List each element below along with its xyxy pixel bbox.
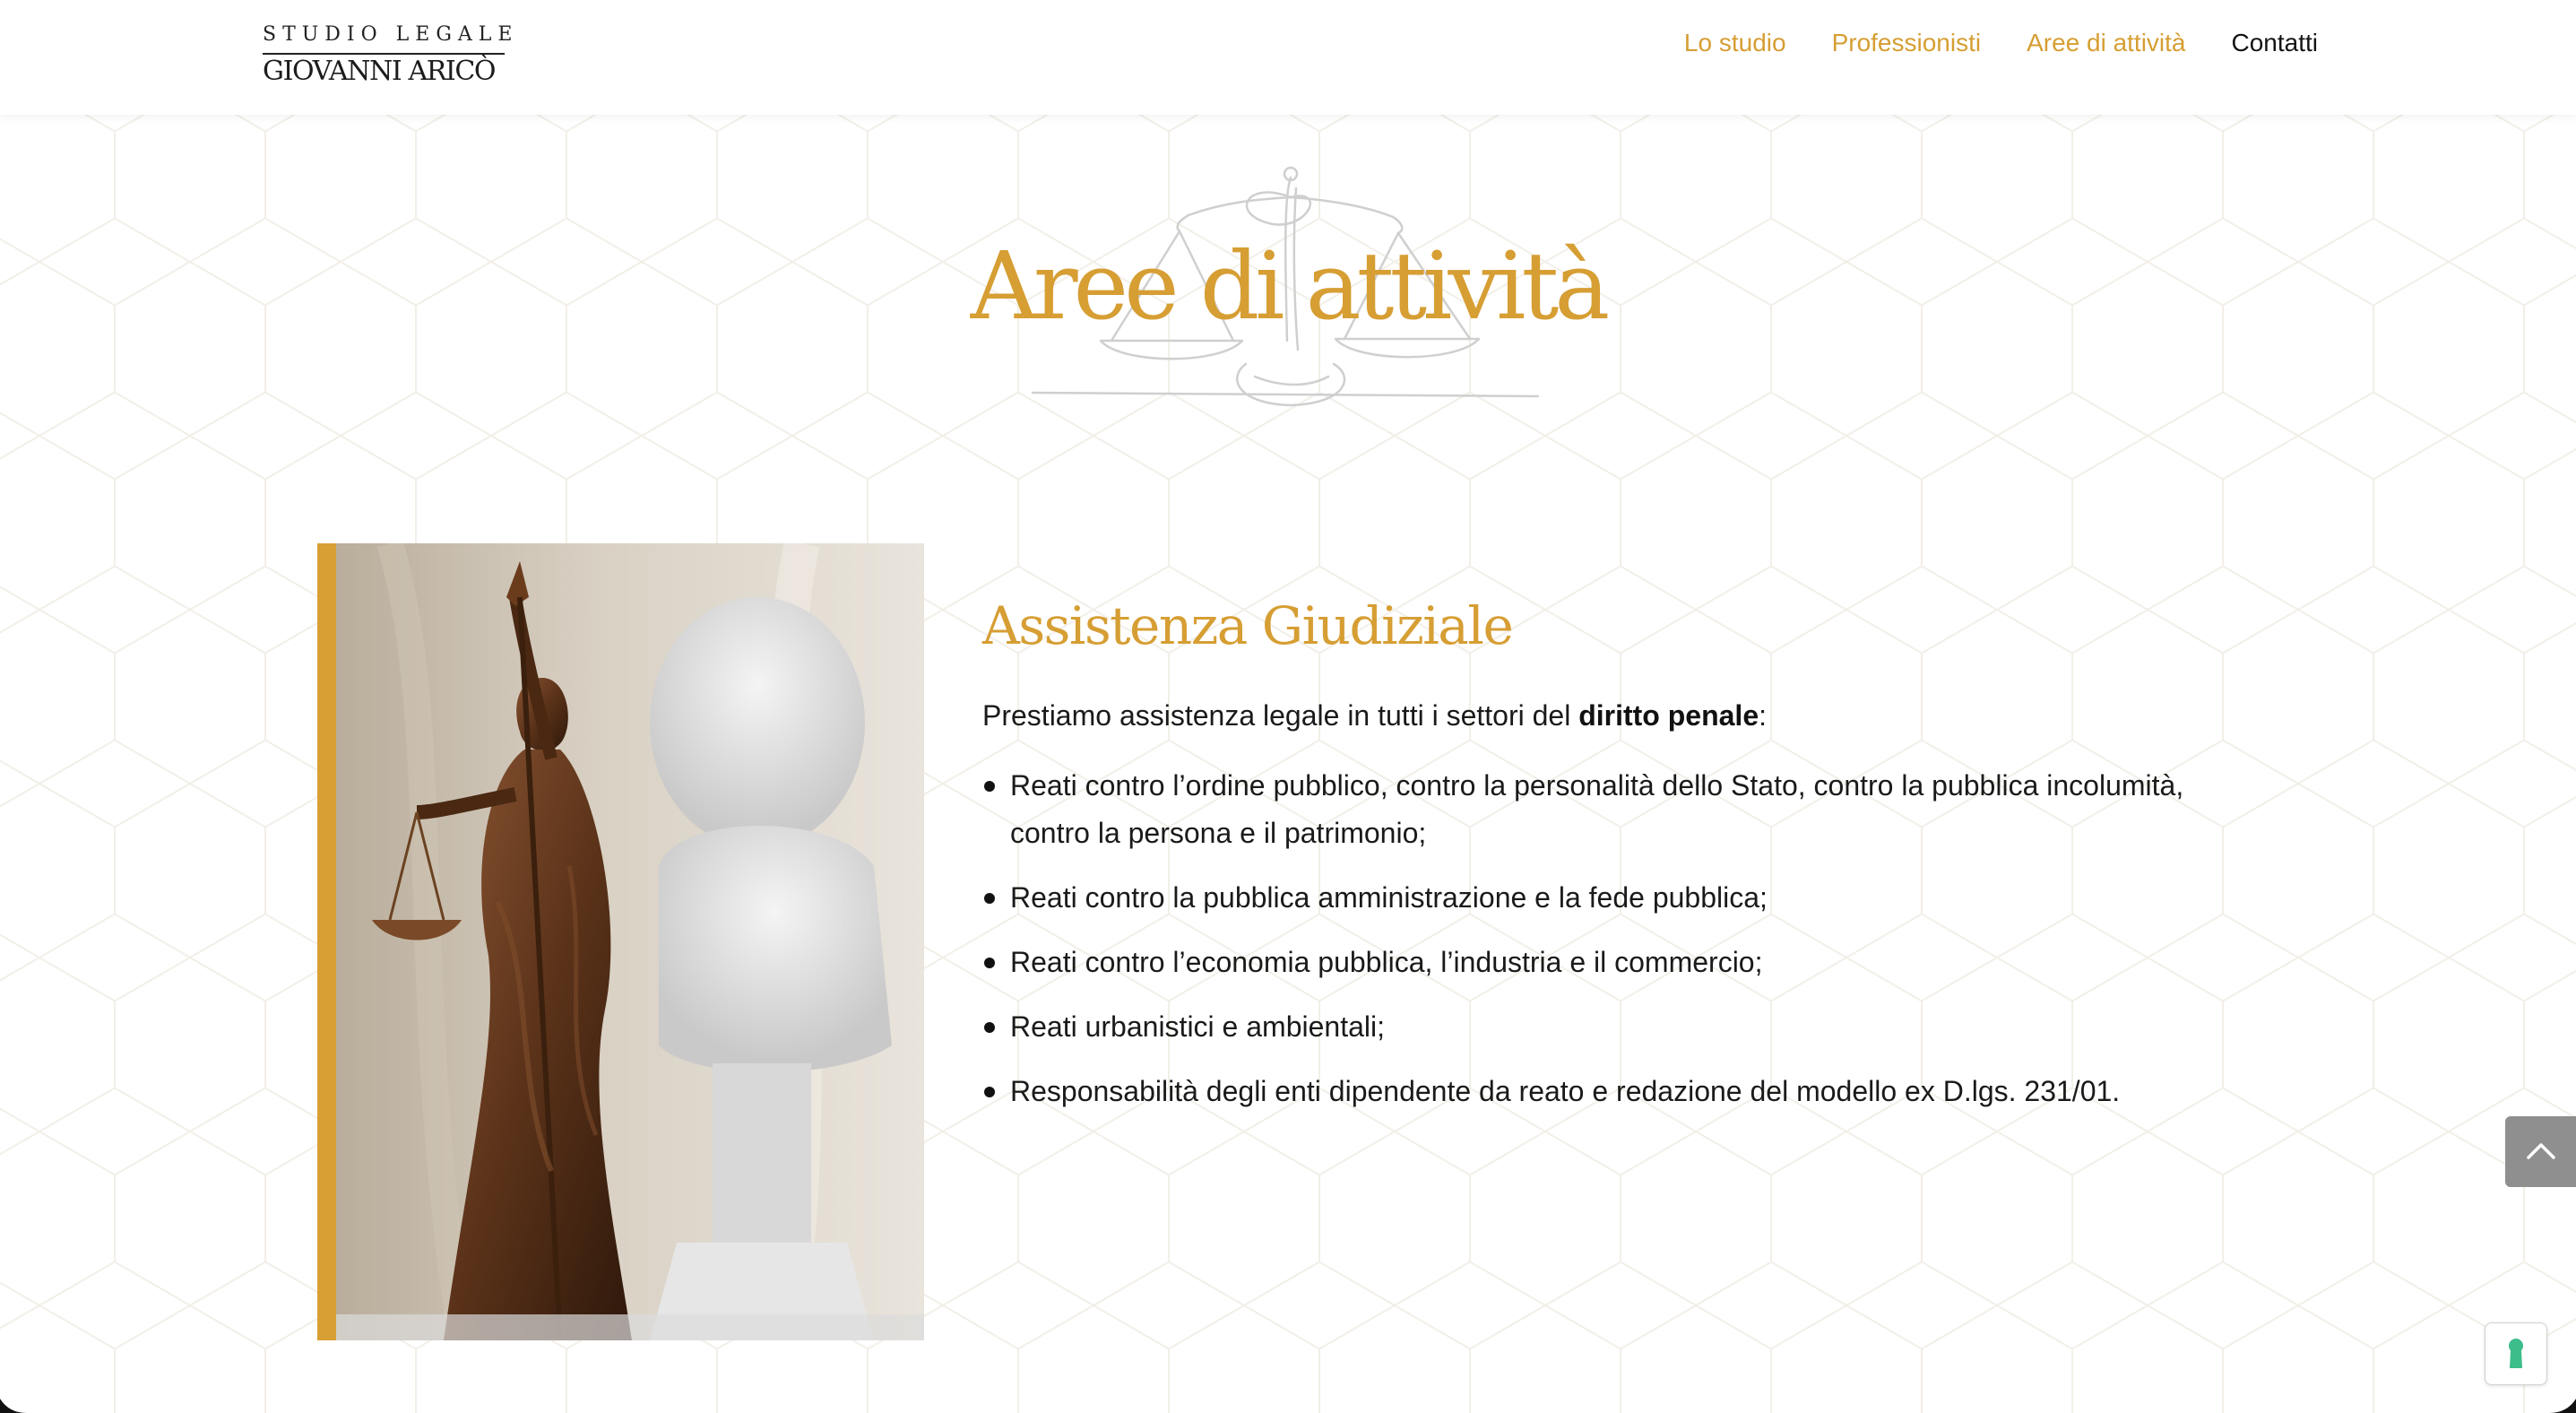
keyhole-icon xyxy=(2485,1323,2546,1384)
practice-area-section xyxy=(982,588,2255,1132)
section-title: Assistenza Giudiziale xyxy=(982,595,1513,656)
logo-divider xyxy=(263,53,505,55)
site-logo[interactable] xyxy=(263,23,519,91)
intro-suffix: : xyxy=(1759,699,1767,732)
list-item-text: Reati contro l’economia pubblica, l’industria e il commercio; xyxy=(1010,946,1763,978)
nav-contatti[interactable]: Contatti xyxy=(2231,29,2318,56)
nav-aree-di-attivita[interactable]: Aree di attività xyxy=(2027,29,2186,56)
section-intro xyxy=(982,698,2255,733)
logo-line1: STUDIO LEGALE xyxy=(263,23,519,46)
bottom-edge-shadow xyxy=(0,1399,2576,1413)
intro-bold: diritto penale xyxy=(1578,699,1759,732)
list-item-text: Responsabilità degli enti dipendente da reato e redazione del modello ex D.lgs. 231/01. xyxy=(1010,1075,2121,1107)
list-item xyxy=(982,1003,2255,1051)
page-title: Aree di attività xyxy=(970,231,1606,341)
intro-prefix: Prestiamo assistenza legale in tutti i settori del xyxy=(982,699,1579,732)
offence-list xyxy=(982,762,2255,1115)
chevron-up-icon xyxy=(2505,1116,2576,1187)
list-item-text: Reati contro la pubblica amministrazione e la fede pubblica; xyxy=(1010,881,1768,914)
list-item xyxy=(982,1068,2255,1115)
lady-justice-photo xyxy=(336,543,924,1340)
nav-lo-studio[interactable]: Lo studio xyxy=(1683,29,1786,56)
statue-image xyxy=(317,543,924,1340)
nav-professionisti[interactable]: Professionisti xyxy=(1831,29,1982,56)
privacy-settings-button[interactable] xyxy=(2485,1322,2547,1385)
logo-line2: GIOVANNI ARICÒ xyxy=(263,56,496,87)
list-item xyxy=(982,939,2255,986)
back-to-top-button[interactable] xyxy=(2505,1116,2576,1187)
image-accent-bar xyxy=(317,543,336,1340)
list-item xyxy=(982,874,2255,922)
list-item xyxy=(982,762,2255,857)
main-nav xyxy=(1684,29,2318,57)
site-header xyxy=(0,0,2576,115)
list-item-text: Reati urbanistici e ambientali; xyxy=(1010,1010,1385,1043)
list-item-text: Reati contro l’ordine pubblico, contro la personalità dello Stato, contro la pubblica incolumità, contro la persona e il patrimonio; xyxy=(1010,769,2184,849)
